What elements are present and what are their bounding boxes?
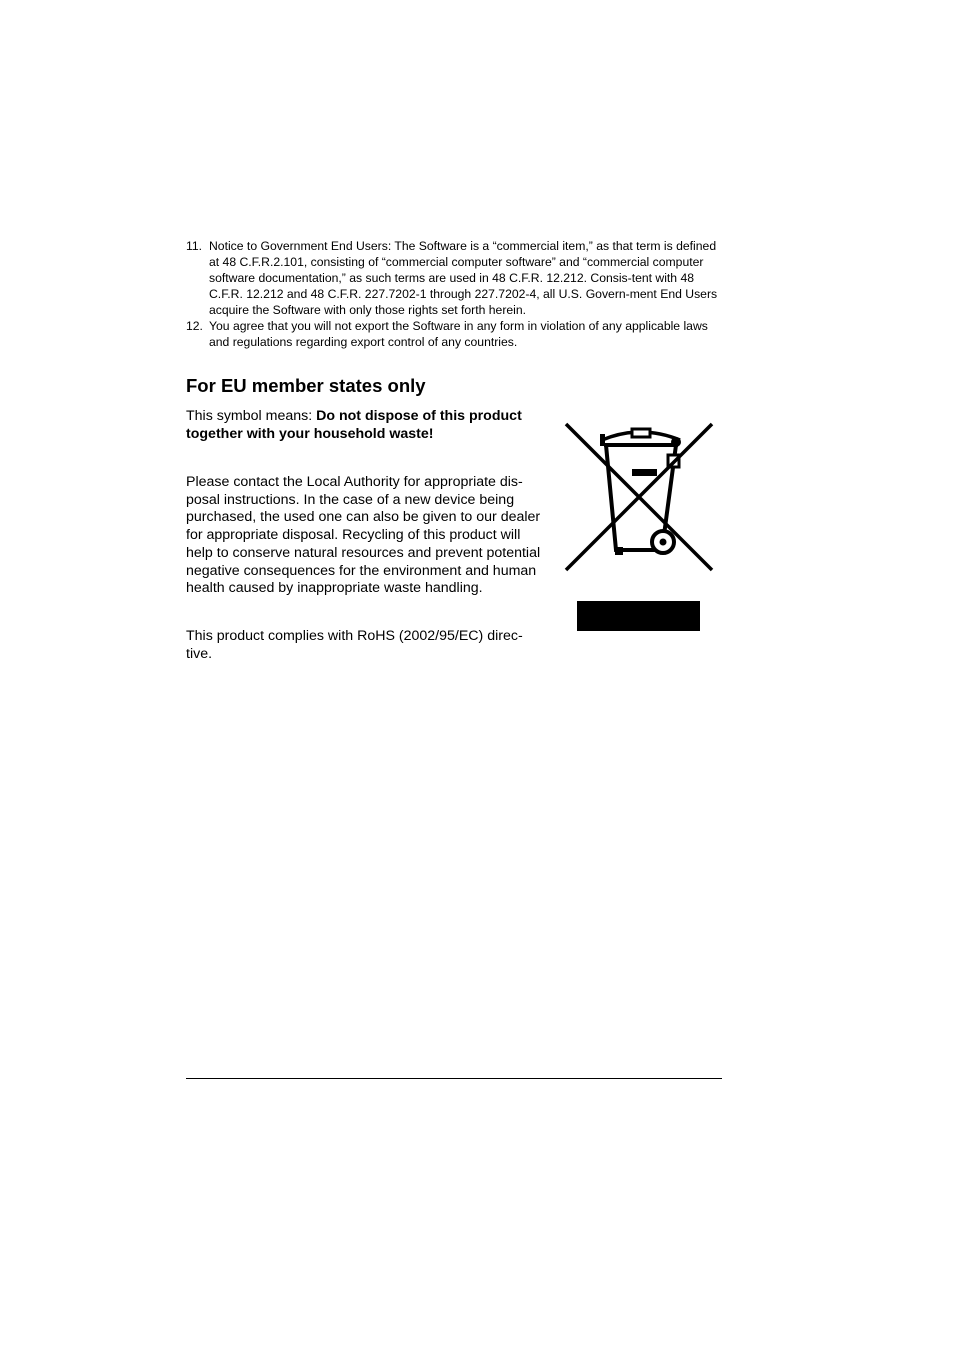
black-bar-marking	[577, 601, 700, 631]
list-item-number: 12.	[186, 319, 203, 333]
list-item-text: You agree that you will not export the Software in any form in violation of any applicable laws and regulations regarding export control of any countries.	[209, 319, 708, 349]
rohs-compliance-paragraph: This product complies with RoHS (2002/95/EC) direc-tive.	[186, 628, 523, 662]
symbol-warning-text: Do not dispose of this product together with your household waste!	[186, 408, 522, 442]
list-item-11	[186, 238, 726, 318]
disposal-instructions-paragraph: Please contact the Local Authority for appropriate dis-posal instructions. In the case of a new device being purchased, the used one can also be given to our dealer for appropriate disposal. Recycling of this product will help to conserve natural resources and prevent potential negative consequences for the environment and human health caused by inappropriate waste handling.	[186, 474, 541, 597]
footer-divider	[186, 1078, 722, 1079]
list-item-number: 11.	[186, 239, 203, 253]
list-item-text: Notice to Government End Users: The Software is a “commercial item,” as that term is defined at 48 C.F.R.2.101, consisting of “commercial computer software” and “commercial computer software documentation,” as such terms are used in 48 C.F.R. 12.212. Consis-tent with 48 C.F.R. 12.212 and 48 C.F.R. 227.7202-1 through 227.7202-4, all U.S. Govern-ment End Users acquire the Software with only those rights set forth herein.	[209, 239, 718, 317]
numbered-list	[186, 238, 726, 350]
crossed-out-wheelie-bin-icon	[560, 418, 720, 578]
list-item-12	[186, 318, 726, 350]
symbol-meaning-paragraph	[186, 408, 546, 443]
symbol-intro-text: This symbol means:	[186, 408, 317, 424]
section-heading: For EU member states only	[186, 375, 426, 396]
